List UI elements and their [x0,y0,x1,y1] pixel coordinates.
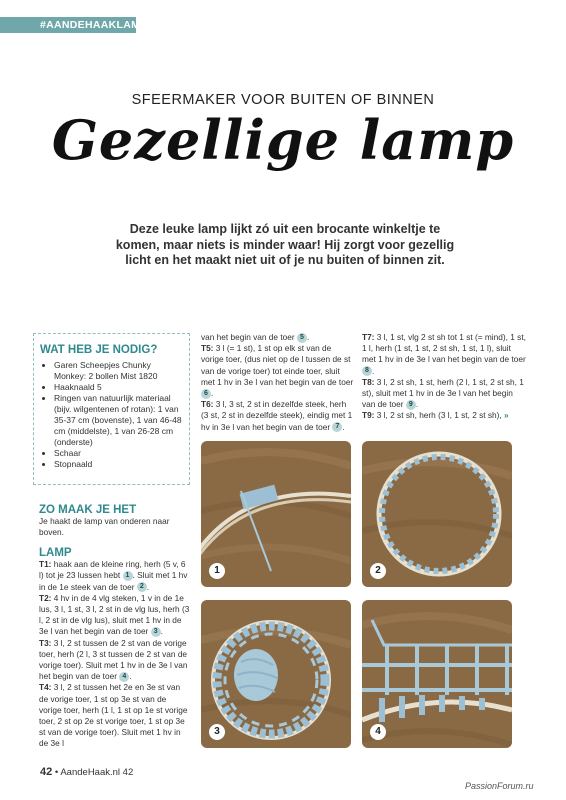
step-badge: 7 [332,422,342,432]
materials-item: • Ringen van natuurlijk materiaal (bijv. wilgentenen of rotan): 1 van 35-37 cm (bovenste), 1 van 46-48 cm (middelste), 1 van 26-28 cm (onderste) [54,393,183,448]
round-4: T4: 3 l, 2 st tussen het 2e en 3e st van de vorige toer, 1 st op 3e st van de vorige toer, herh (1 l, 1 st op 1e st vorige toer, 2 st op 2e st vorige toer, 1 st op 3e st van de vorige toer). Sluit met 1 hv in de 3e l [39,682,188,749]
round-3: T3: 3 l, 2 st tussen de 2 st van de vorige toer, herh (2 l, 3 st tussen de 2 st van de vorige toer). Sluit met 1 hv in de 3e l van het begin van de toer 4 . [39,637,188,682]
photo-number: 1 [209,563,225,579]
photo-step-1 [201,441,351,587]
step-badge: 3 [151,627,161,637]
materials-item: • Haaknaald 5 [54,382,183,393]
hashtag-banner: #AANDEHAAKLAMP [0,17,136,33]
howto-section [39,505,191,539]
column-3 [362,332,527,422]
photo-step-4 [362,600,512,748]
footer-bullet: • [54,767,59,778]
watermark: PassionForum.ru [465,781,534,791]
photo-number: 2 [370,563,386,579]
kicker: SFEERMAKER VOOR BUITEN OF BINNEN [131,92,435,108]
lamp-heading: LAMP [39,547,72,559]
round-4-cont: van het begin van de toer 5 . [201,332,310,342]
materials-box [33,333,190,485]
photo-step-2 [362,441,512,587]
page-number: 42 [40,766,53,778]
materials-heading: WAT HEB JE NODIG? [40,344,158,356]
step-badge: 1 [123,571,133,581]
round-5: T5: 3 l (= 1 st), 1 st op elk st van de vorige toer, (dus niet op de l tussen de st van de vorige toer) tot einde toer, sluit met 1 hv in 3e l van het begin van de toer 6 . [201,343,354,399]
round-8: T8: 3 l, 2 st sh, 1 st, herh (2 l, 1 st, 2 st sh, 1 st), sluit met 1 hv in de 3e l van het begin van de toer 9 . [362,376,524,410]
page-title: Gezellige lamp [51,108,515,172]
materials-item: • Schaar [54,448,183,459]
intro-text: Deze leuke lamp lijkt zó uit een brocante winkeltje te komen, maar niets is minder waar! Hij zorgt voor gezellig licht en het maakt niet uit of je nu buiten of binnen zit. [115,222,455,267]
step-badge: 5 [297,333,307,343]
photo-step-3 [201,600,351,748]
column-2 [201,332,355,433]
lamp-section [39,548,191,750]
page-footer [40,766,133,778]
materials-list [40,360,183,470]
round-2: T2: 4 hv in de 4 vlg steken, 1 v in de 1e lus, 3 l, 1 st, 3 l, 2 st in de vlg lus, herh (3 l, 2 st in de vlg lus), sluit met 1 hv in de 3e l van het begin van de toer 3 . [39,592,190,637]
step-badge: 6 [201,389,211,399]
howto-text: Je haakt de lamp van onderen naar boven. [39,516,170,538]
howto-heading: ZO MAAK JE HET [39,504,137,516]
materials-item: • Garen Scheepjes Chunky Monkey: 2 bollen Mist 1820 [54,360,183,382]
continue-arrow-icon: » [504,410,509,421]
round-7: T7: 3 l, 1 st, vlg 2 st sh tot 1 st (= mind), 1 st, 1 l, herh (1 st, 1 st, 2 st sh, 1 st, 1 l), sluit met 1 hv in de 3e l van het begin van de toer 8 . [362,332,526,376]
step-badge: 9 [406,400,416,410]
photo-number: 3 [209,724,225,740]
round-9: T9: 3 l, 2 st sh, herh (3 l, 1 st, 2 st sh), » [362,410,509,421]
materials-item: • Stopnaald [54,459,183,470]
step-badge: 4 [119,672,129,682]
round-1: T1: haak aan de kleine ring, herh (5 v, 6 l) tot je 23 lussen hebt 1 . Sluit met 1 hv in de 1e steek van de toer 2 . [39,559,188,592]
step-badge: 8 [362,366,372,376]
step-badge: 2 [137,582,147,592]
photo-number: 4 [370,724,386,740]
round-6: T6: 3 l, 3 st, 2 st in dezelfde steek, herh (3 st, 2 st in dezelfde steek), eindig met 1 hv in 3e l van het begin van de toer 7 . [201,399,353,432]
footer-site: AandeHaak.nl 42 [60,767,134,778]
